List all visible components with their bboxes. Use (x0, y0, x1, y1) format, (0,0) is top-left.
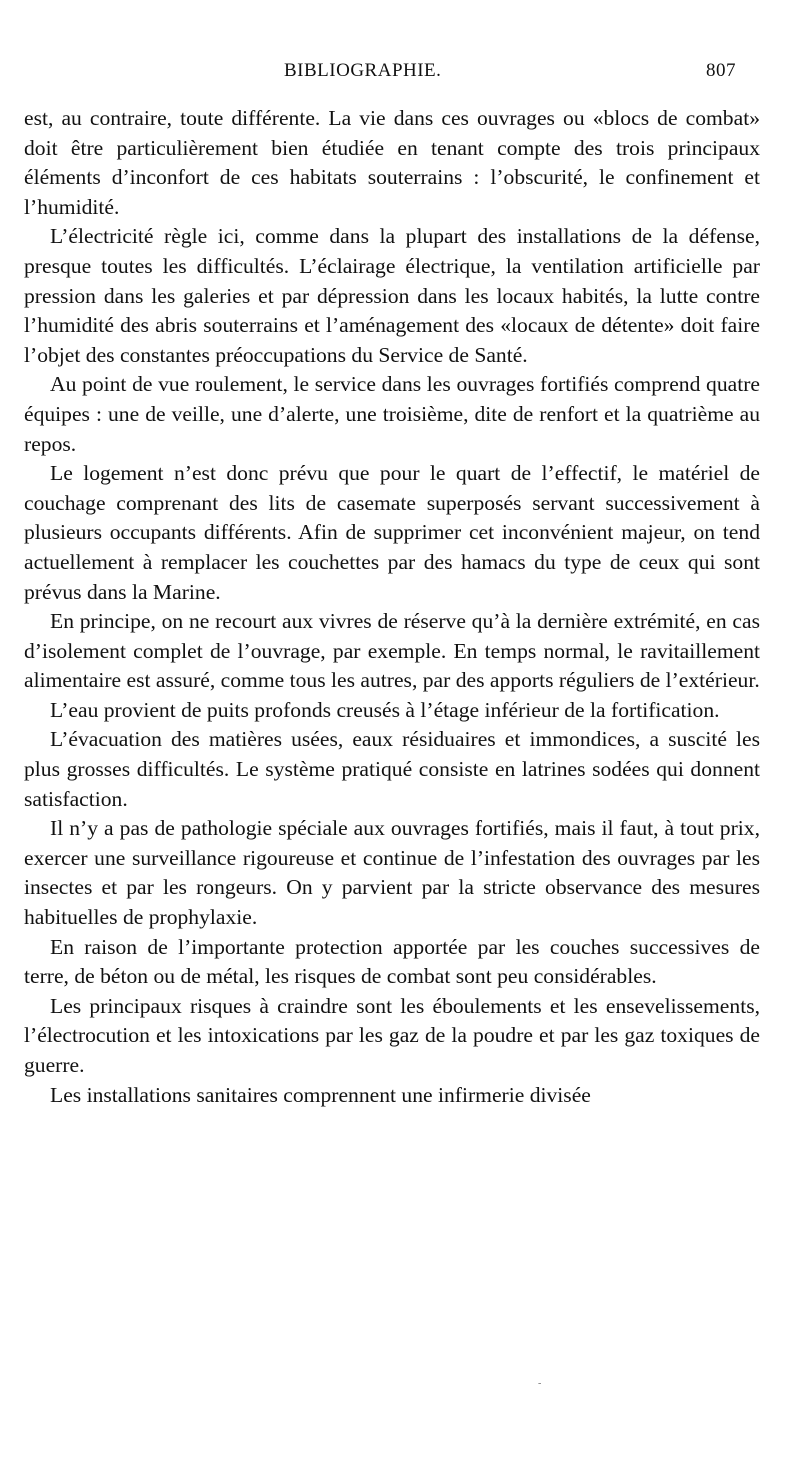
paragraph-supplies: En principe, on ne recourt aux vivres de réserve qu’à la dernière extrémité, en cas d’isolement complet de l’ouvrage, par exemple. En temps normal, le ravitaillement alimentaire est assuré, comme tous les autres, par des apports réguliers de l’extérieur. (24, 609, 760, 693)
paragraph-installations: Les installations sanitaires comprennent une infirmerie divisée (50, 1082, 591, 1107)
running-head (284, 60, 736, 90)
page-number: 807 (706, 60, 736, 81)
paragraph-rotation: Au point de vue roulement, le service dans les ouvrages fortifiés comprend quatre équipes : une de veille, une d’alerte, une troisième, dite de renfort et la quatrième au repos. (24, 372, 760, 456)
print-speck: - (538, 1378, 542, 1389)
paragraph-pathology: Il n’y a pas de pathologie spéciale aux ouvrages fortifiés, mais il faut, à tout prix, exercer une surveillance rigoureuse et continue de l’infestation des ouvrages par les insectes et par les rongeurs. On y parvient par la stricte observance des mesures habituelles de prophylaxie. (24, 816, 760, 930)
paragraph-electricity: L’électricité règle ici, comme dans la plupart des installations de la défense, presque toutes les difficultés. L’éclairage électrique, la ventilation artificielle par pression dans les galeries et par dépression dans les locaux habités, la lutte contre l’humidité des abris souterrains et l’aménagement des «locaux de détente» doit faire l’objet des constantes préoccupations du Service de Santé. (24, 224, 760, 367)
paragraph-protection: En raison de l’importante protection apportée par les couches successives de terre, de béton ou de métal, les risques de combat sont peu considérables. (24, 934, 760, 989)
paragraph-continued: est, au contraire, toute différente. La vie dans ces ouvrages ou «blocs de combat» doit être particulièrement bien étudiée en tenant compte des trois principaux éléments d’inconfort de ces habitats souterrains : l’obscurité, le confinement et l’humidité. (24, 106, 760, 219)
paragraph-water: L’eau provient de puits profonds creusés à l’étage inférieur de la fortification. (50, 697, 720, 722)
paragraph-waste: L’évacuation des matières usées, eaux résiduaires et immondices, a suscité les plus grosses difficultés. Le système pratiqué consiste en latrines sodées qui donnent satisfaction. (24, 727, 760, 811)
running-title: BIBLIOGRAPHIE. (284, 60, 442, 81)
paragraph-lodging: Le logement n’est donc prévu que pour le quart de l’effectif, le matériel de couchage comprenant des lits de casemate superposés servant successivement à plusieurs occupants différents. Afin de supprimer cet inconvénient majeur, on tend actuellement à remplacer les couchettes par des hamacs du type de ceux qui sont prévus dans la Marine. (24, 461, 760, 604)
paragraph-risks: Les principaux risques à craindre sont les éboulements et les ensevelissements, l’électrocution et les intoxications par les gaz de la poudre et par les gaz toxiques de guerre. (24, 993, 760, 1077)
body-text (24, 104, 760, 1110)
